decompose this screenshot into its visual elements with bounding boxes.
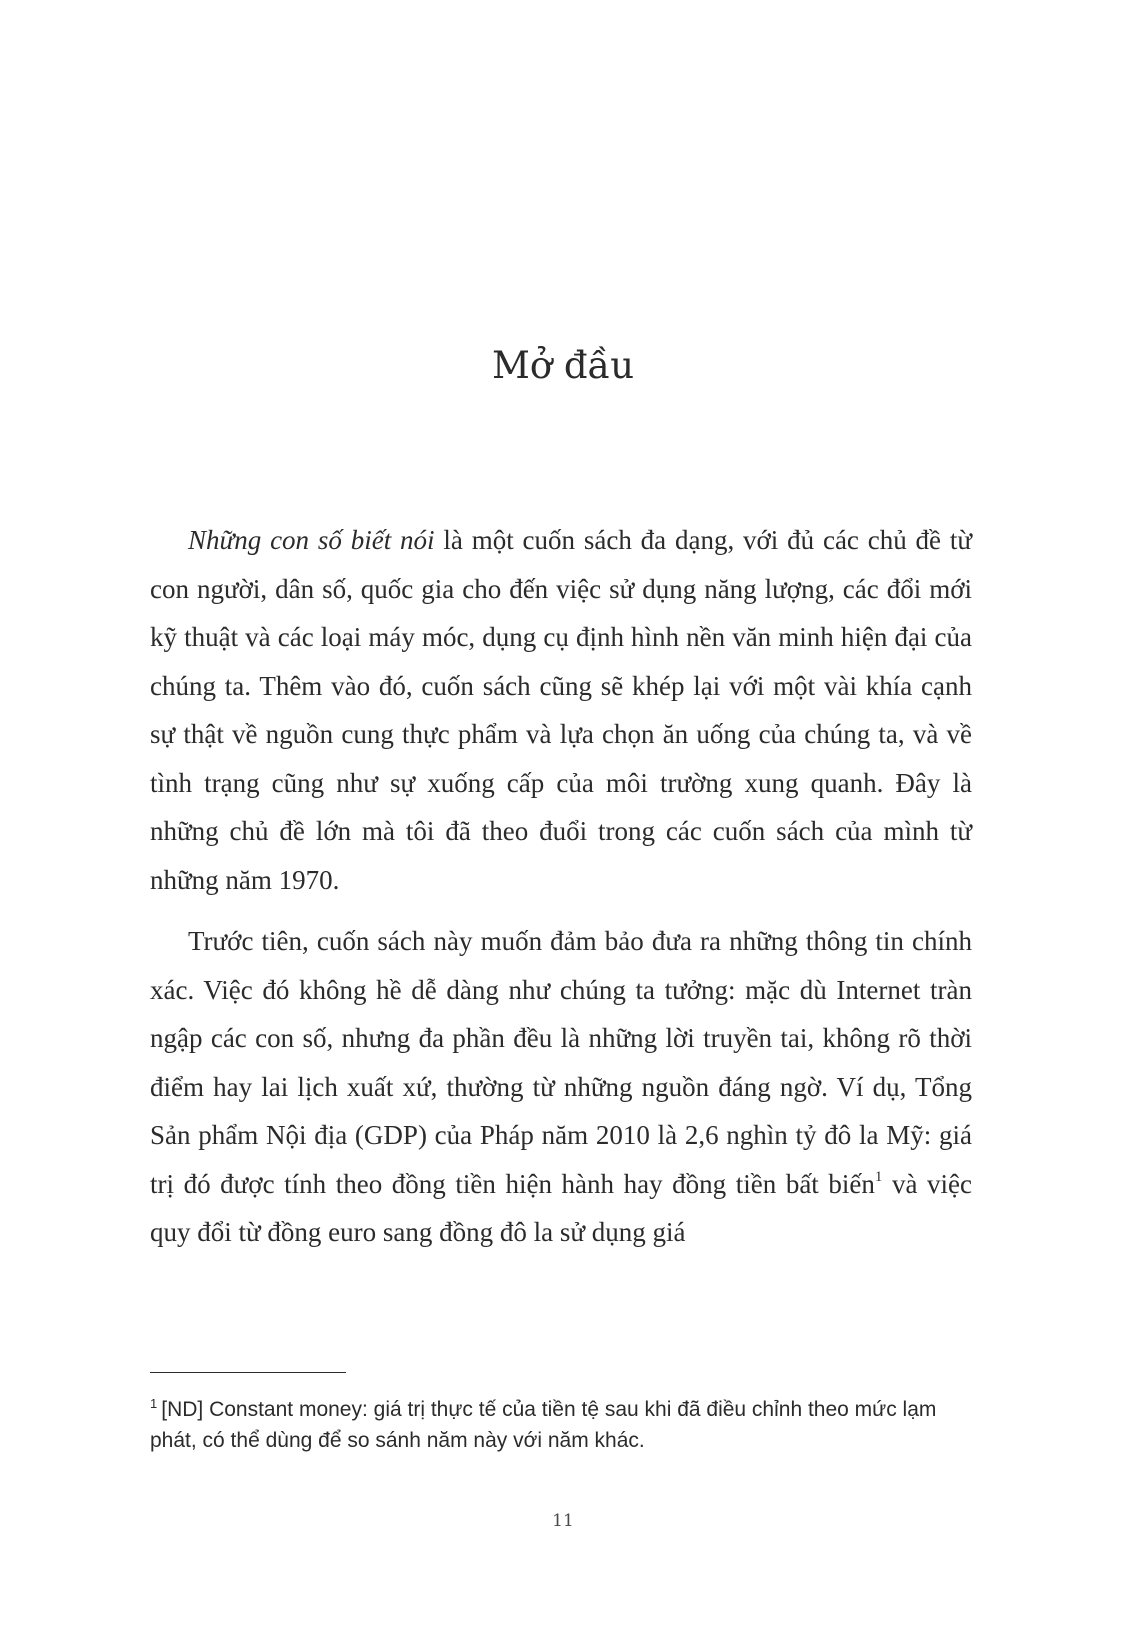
footnote-divider bbox=[150, 1372, 346, 1373]
paragraph-1 bbox=[150, 516, 972, 904]
chapter-title: Mở đầu bbox=[491, 344, 635, 387]
paragraph-1-text: là một cuốn sách đa dạng, với đủ các chủ đề từ con người, dân số, quốc gia cho đến việc sử dụng năng lượng, các đổi mới kỹ thuật và các loại máy móc, dụng cụ định hình nền văn minh hiện đại của chúng ta. Thêm vào đó, cuốn sách cũng sẽ khép lại với một vài khía cạnh sự thật về nguồn cung thực phẩm và lựa chọn ăn uống của chúng ta, và về tình trạng cũng như sự xuống cấp của môi trường xung quanh. Đây là những chủ đề lớn mà tôi đã theo đuổi trong các cuốn sách của mình từ những năm 1970. bbox=[150, 525, 973, 895]
page-number: 11 bbox=[552, 1511, 574, 1531]
footnote-text: [ND] Constant money: giá trị thực tế của tiền tệ sau khi đã điều chỉnh theo mức lạm phát, có thể dùng để so sánh năm này với năm khác. bbox=[150, 1398, 937, 1452]
footnote-marker: 1 bbox=[150, 1396, 158, 1411]
footnote-reference: 1 bbox=[874, 1168, 883, 1185]
paragraph-2 bbox=[150, 917, 972, 1257]
paragraph-2-text-after-note: và việc quy đổi từ đồng euro sang đồng đô la sử dụng giá bbox=[150, 1168, 972, 1247]
book-title: Những con số biết nói bbox=[188, 525, 435, 555]
body-text bbox=[150, 516, 972, 1257]
footnote bbox=[150, 1394, 972, 1456]
paragraph-2-text-before-note: Trước tiên, cuốn sách này muốn đảm bảo đưa ra những thông tin chính xác. Việc đó không hề dễ dàng như chúng ta tưởng: mặc dù Internet tràn ngập các con số, nhưng đa phần đều là những lời truyền tai, không rõ thời điểm hay lai lịch xuất xứ, thường từ những nguồn đáng ngờ. Ví dụ, Tổng Sản phẩm Nội địa (GDP) của Pháp năm 2010 là 2,6 nghìn tỷ đô la Mỹ: giá trị đó được tính theo đồng tiền hiện hành hay đồng tiền bất biến bbox=[150, 926, 972, 1199]
